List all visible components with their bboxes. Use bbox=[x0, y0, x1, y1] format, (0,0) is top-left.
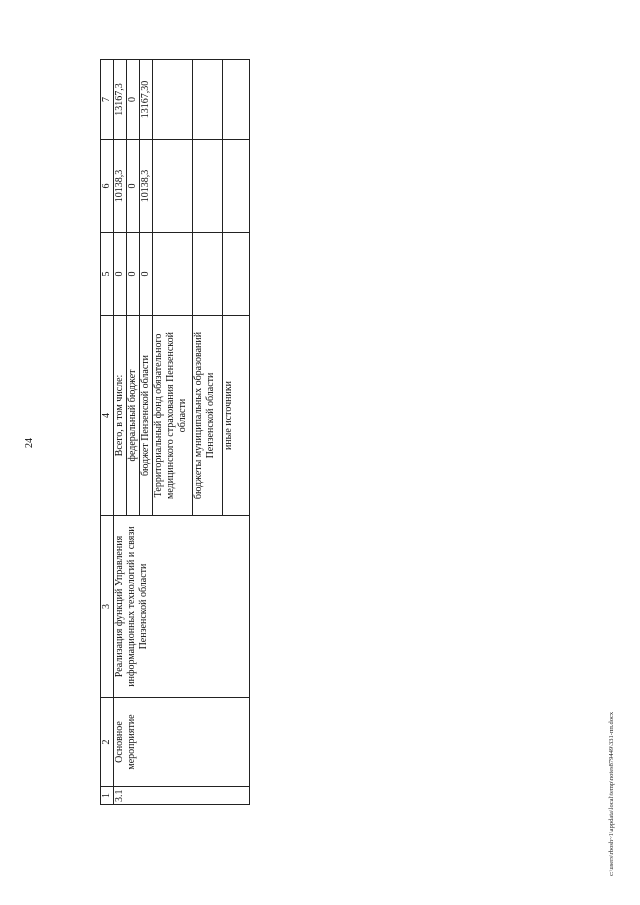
value-cell: 0 bbox=[114, 233, 127, 316]
value-cell: 0 bbox=[127, 60, 140, 140]
value-cell bbox=[223, 233, 250, 316]
source-cell: бюджет Пензенской области bbox=[140, 316, 153, 516]
page-number: 24 bbox=[24, 438, 35, 448]
value-cell bbox=[193, 60, 223, 140]
header-cell: 2 bbox=[101, 698, 114, 787]
source-cell: федеральный бюджет bbox=[127, 316, 140, 516]
value-cell: 10138,3 bbox=[140, 140, 153, 233]
source-cell: бюджеты муниципальных образований Пензенской области bbox=[193, 316, 223, 516]
activity-name-cell: Реализация функций Управления информационных технологий и связи Пензенской области bbox=[114, 516, 250, 698]
table-header-row bbox=[101, 60, 114, 805]
file-path-footer: c:\users\rbosh~1\appdata\local\temp\notes879449\331-пп.docx bbox=[608, 711, 615, 876]
header-cell: 7 bbox=[101, 60, 114, 140]
header-cell: 5 bbox=[101, 233, 114, 316]
value-cell bbox=[153, 140, 193, 233]
header-cell: 6 bbox=[101, 140, 114, 233]
value-cell: 0 bbox=[140, 233, 153, 316]
header-cell: 4 bbox=[101, 316, 114, 516]
value-cell bbox=[193, 140, 223, 233]
source-cell: Всего, в том числе: bbox=[114, 316, 127, 516]
value-cell bbox=[223, 140, 250, 233]
value-cell: 10138,3 bbox=[114, 140, 127, 233]
financing-table bbox=[100, 59, 250, 805]
header-cell: 3 bbox=[101, 516, 114, 698]
row-number-cell: 3.1 bbox=[114, 787, 250, 805]
value-cell bbox=[223, 60, 250, 140]
rotated-table-container bbox=[100, 60, 245, 805]
activity-type-cell: Основное мероприятие bbox=[114, 698, 250, 787]
table-row bbox=[114, 60, 127, 805]
value-cell: 0 bbox=[127, 233, 140, 316]
header-cell: 1 bbox=[101, 787, 114, 805]
value-cell: 13167,30 bbox=[140, 60, 153, 140]
value-cell: 13167,3 bbox=[114, 60, 127, 140]
source-cell: Территориальный фонд обязательного медицинского страхования Пензенской области bbox=[153, 316, 193, 516]
value-cell bbox=[153, 233, 193, 316]
value-cell bbox=[153, 60, 193, 140]
value-cell: 0 bbox=[127, 140, 140, 233]
source-cell: иные источники bbox=[223, 316, 250, 516]
value-cell bbox=[193, 233, 223, 316]
